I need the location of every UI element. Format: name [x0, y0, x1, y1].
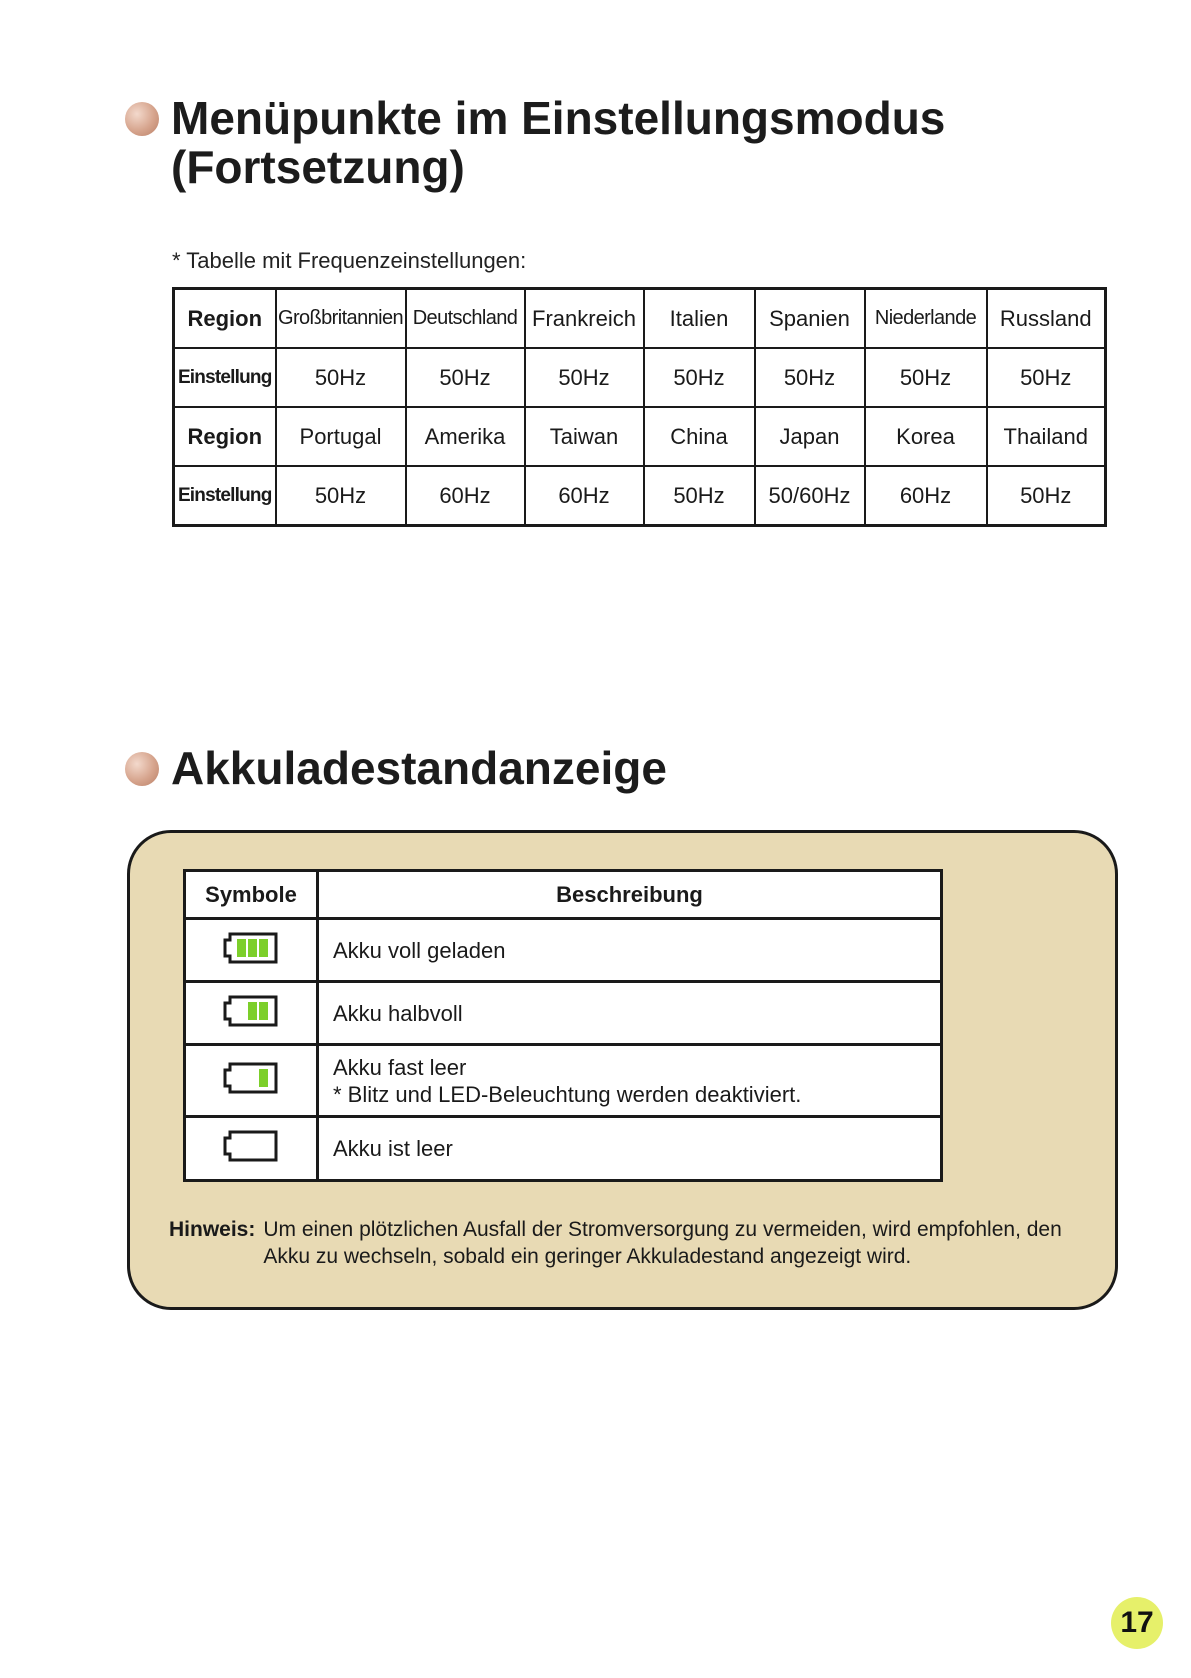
table-row — [174, 348, 1106, 407]
table-cell: 50Hz — [406, 348, 525, 407]
table-cell: 50/60Hz — [755, 466, 865, 526]
table-caption: * Tabelle mit Frequenzeinstellungen: — [172, 248, 527, 273]
table-cell: 50Hz — [755, 348, 865, 407]
table-cell: Frankreich — [525, 289, 644, 349]
battery-empty-icon — [222, 1129, 280, 1163]
table-cell: 50Hz — [276, 466, 406, 526]
table-cell: China — [644, 407, 755, 466]
description-line: Akku halbvoll — [333, 1000, 463, 1026]
battery-symbol-table — [183, 869, 943, 1182]
table-cell: Russland — [987, 289, 1106, 349]
table-cell: 50Hz — [987, 348, 1106, 407]
table-cell: Spanien — [755, 289, 865, 349]
table-cell: Korea — [865, 407, 987, 466]
bullet-icon — [125, 752, 159, 786]
table-cell: Großbritannien — [276, 289, 406, 349]
table-cell: 50Hz — [276, 348, 406, 407]
symbol-cell — [185, 982, 318, 1045]
battery-bar — [259, 1069, 268, 1087]
symbol-cell — [185, 919, 318, 982]
description-line: Akku voll geladen — [333, 937, 506, 963]
page-title: Menüpunkte im Einstellungsmodus (Fortsetzung) — [171, 92, 946, 193]
header-symbols: Symbole — [185, 871, 318, 919]
page-number: 17 — [1111, 1597, 1163, 1649]
table-row — [174, 466, 1106, 526]
table-cell: 60Hz — [865, 466, 987, 526]
battery-bar — [248, 939, 257, 957]
table-cell: 60Hz — [525, 466, 644, 526]
battery-bar — [248, 1002, 257, 1020]
description-cell — [318, 1045, 942, 1117]
description-note: * Blitz und LED-Beleuchtung werden deaktiviert. — [333, 1081, 802, 1107]
row-header: Region — [174, 407, 276, 466]
description-cell — [318, 982, 942, 1045]
battery-low-icon — [222, 1061, 280, 1095]
header-description: Beschreibung — [318, 871, 942, 919]
table-row — [174, 407, 1106, 466]
battery-bar — [259, 1002, 268, 1020]
battery-panel — [127, 830, 1118, 1310]
table-cell: Japan — [755, 407, 865, 466]
table-cell: 60Hz — [406, 466, 525, 526]
table-cell: Portugal — [276, 407, 406, 466]
row-header: Einstellung — [174, 348, 276, 407]
note — [169, 1216, 1099, 1270]
row-header: Region — [174, 289, 276, 349]
section-title: Akkuladestandanzeige — [171, 742, 667, 794]
symbol-cell — [185, 1045, 318, 1117]
table-cell: Niederlande — [865, 289, 987, 349]
description-cell — [318, 1117, 942, 1181]
battery-half-icon — [222, 994, 280, 1028]
table-cell: 50Hz — [525, 348, 644, 407]
row-header: Einstellung — [174, 466, 276, 526]
bullet-icon — [125, 102, 159, 136]
table-cell: 50Hz — [644, 466, 755, 526]
note-text: Um einen plötzlichen Ausfall der Stromversorgung zu vermeiden, wird empfohlen, den Akku zu wechseln, sobald ein geringer Akkuladestand angezeigt wird. — [263, 1218, 1062, 1268]
symbol-cell — [185, 1117, 318, 1181]
table-cell: 50Hz — [987, 466, 1106, 526]
battery-full-icon — [222, 931, 280, 965]
table-row — [185, 982, 942, 1045]
table-row — [185, 919, 942, 982]
note-label: Hinweis: — [169, 1218, 256, 1241]
description-line: Akku fast leer — [333, 1054, 467, 1080]
table-row — [185, 1117, 942, 1181]
table-cell: Deutschland — [406, 289, 525, 349]
table-cell: 50Hz — [644, 348, 755, 407]
description-cell — [318, 919, 942, 982]
table-cell: Thailand — [987, 407, 1106, 466]
table-cell: 50Hz — [865, 348, 987, 407]
section-heading-menu — [125, 94, 945, 192]
table-row — [185, 1045, 942, 1117]
table-cell: Italien — [644, 289, 755, 349]
table-row — [174, 289, 1106, 349]
table-cell: Taiwan — [525, 407, 644, 466]
section-heading-battery — [125, 744, 667, 793]
frequency-table — [172, 287, 1107, 527]
battery-bar — [237, 939, 246, 957]
description-line: Akku ist leer — [333, 1136, 453, 1161]
battery-bar — [259, 939, 268, 957]
table-cell: Amerika — [406, 407, 525, 466]
